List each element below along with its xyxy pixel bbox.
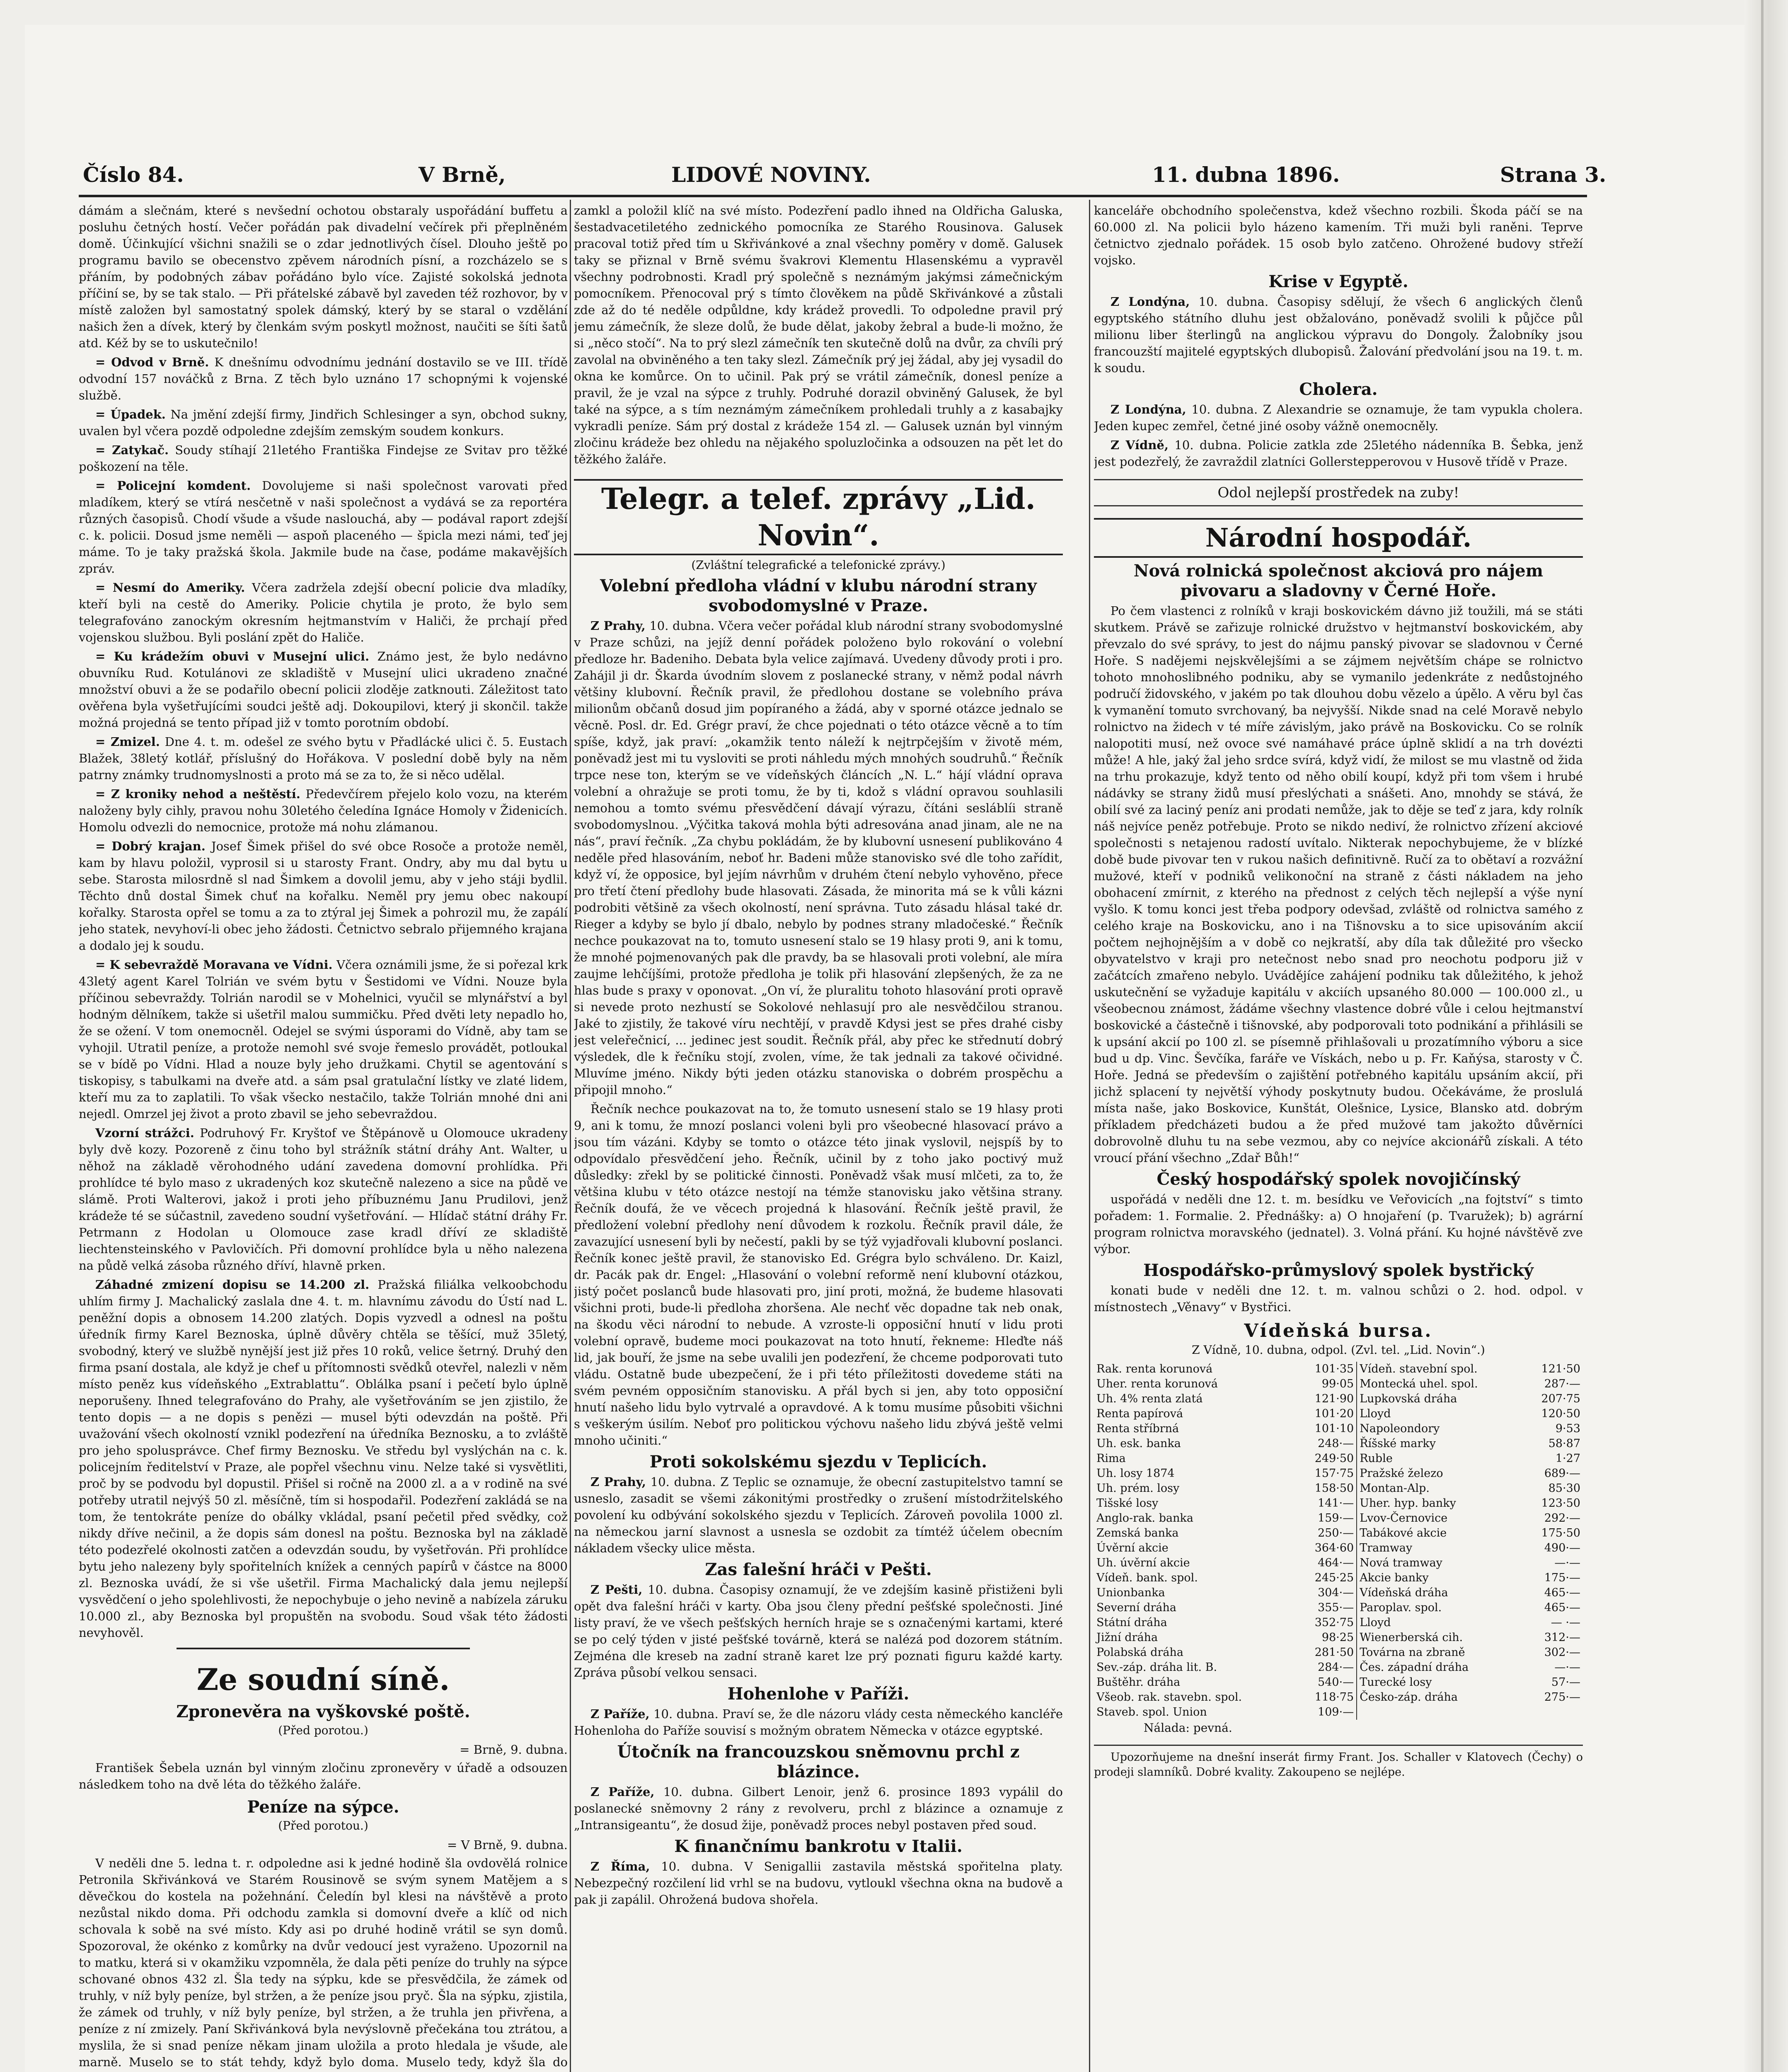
item-heading: = Úpadek. [95,407,166,421]
security-name: Wienerberská cih. [1360,1631,1463,1644]
security-name: Uh. losy 1874 [1096,1467,1175,1480]
news-item [79,406,568,439]
dateline-date: 10. dubna. [642,1583,714,1597]
security-price: 57·— [1551,1676,1580,1689]
security-name [1357,1705,1523,1720]
security-name: Turecké losy [1360,1676,1432,1689]
telegram-title: Proti sokolskému sjezdu v Teplicích. [649,1452,987,1472]
economy-text: konati bude v neděli dne 12. t. m. valnou schůzi o 2. hod. odpol. v místnostech „Věnavy“ v Bystřici. [1094,1283,1583,1314]
case-title: Zpronevěra na vyškovské poště. [176,1702,470,1721]
item-text: Pražská filiálka velkoobchodu uhlím firmy J. Machalický zaslala dne 4. t. m. hlavnímu závodu do Ústí nad L. peněžní dopis a obnosem 14.200 zlatých. Dopis vyzvedl a odnesl na poštu úředník firmy Karel Beznoska, úplně důvěry chtěla se těšící, muž 35letý, svobodný, který ve službě nynější jest již přes 10 roků, velice šetrný. Druhý den firma psaní dostala, ale když je chef u přítomnosti svědků otevřel, nalezli v něm místo peněz kus vídeňského „Extrablattu“. Oblálka psaní i pečetí bylo úplně neporušeny. Ihned telegrafováno do Prahy, ale vyšetřováním se jen zjistilo, že tento dopis — a ne dopis s penězi — musel býti odevzdán na poště. Při uvažování všech okolností vznikl podezření na úředníka Beznosku, a to zvláště pro jeho spolusprávce. Chef firmy Beznosku. Ve středu byl vyslýchán na c. k. policejním ředitelství v Praze, ale popřel všechnu vinu. Nelze také si vysvětliti, proč by se podvodu byl dopustil. Přišel si ročně na 2000 zl. a a v rodině na své potřeby utratil nejvýš 50 zl. měsíčně, tím si hospodařil. Podezření zakládá se na tom, že tentokráte peníze do obálky vkládal, psaní pečetil před svědky, což nikdy dříve nečinil, a že dopis sám donesl na poštu. Beznoska byl na základě této podezřelé okolnosti zatčen a odevzdán soudu, by vyšetřován. Při prohlídce bytu jeho nalezeny byly spořitelních knížek a cenných papírů v částce na 8000 zl. Beznoska uvádí, že si vše ušetřil. Firma Machalický dala jemu nejlepší vysvědčení o jeho spolehlivosti, že nepochybuje o jeho nevině a nabízela záruku 10.000 zl., aby Beznoska byl propuštěn na svobodu. Soud však této žádosti nevyhověl. [79,1278,568,1640]
page-header [83,162,1607,190]
security-price: 159·— [1297,1511,1357,1526]
security-price: 364·60 [1297,1541,1357,1556]
security-name: Tabákové akcie [1360,1527,1447,1539]
telegram-text [574,1784,1063,1833]
security-name: Všeob. rak. stavebn. spol. [1096,1691,1242,1704]
telegram-body: Časopisy oznamují, že ve zdejším kasině přistiženi byli opět dva falešní hráči v karty. Oba jsou členy přední pešťské společnosti. Jiné listy praví, že ve všech pešťských herních hraje se s označenými kartami, které se po celý týden v jisté pešťské továrně, která se nalézá pod dozorem státním. Zejména dle kreseb na zadní straně karet lze prý poznati figuru každé karty. Zpráva působí velkou sensaci. [574,1583,1063,1680]
advertisement-line: Odol nejlepší prostředek na zuby! [1094,479,1583,506]
security-price: 141·— [1297,1496,1357,1511]
telegram-body: V Senigallii zastavila městská spořitelna platy. Nebezpečný rozčilení lid vrhl se na budovu, vytloukl všechna okna na budově a pak ji zapálil. Ohrožená budova shořela. [574,1859,1063,1907]
security-name: Vídeň. stavební spol. [1360,1363,1478,1375]
bursa-row [1094,1362,1583,1377]
case-title: Peníze na sýpce. [247,1797,399,1817]
dateline-date: 10. dubna. [1168,438,1242,452]
telegram-title: K finančnímu bankrotu v Italii. [674,1837,963,1856]
security-name: Čes. západní dráha [1360,1661,1469,1674]
economy-text: Po čem vlastenci z rolníků v kraji boskovickém dávno již toužili, má se státi skutkem. Právě se zařizuje rolnické družstvo v hejtmanství boskovickém, aby převzalo do své správy, to jest do nájmu panský pivovar se sladovnou v Černé Hoře. S nadějemi nejskvělejšími a se zájmem největším chápe se rolnictvo tohoto mnohoslibného podniku, aby se vymanilo jedenkráte z nedůstojného područí židovského, v jakém po tak dlouhou dobu vězelo a úpělo. A věru byl čas k vymanění tomuto svrchovaný, ba nejvyšší. Nikde snad na celé Moravě nebylo rolnictvo na židech v té míře závislým, jako právě na Boskovicku. Co se rolník nalopotiti musí, než ovoce své namáhavé práce úplně sklidí a na trh dovézti může! A hle, jaký žal jeho srdce svírá, když vidí, že milost se mu vlastně od žida na trhu prokazuje, když tento od něho obilí koupí, když při tom všem i hrubé nádávky se strany židů musí přeslýchati a snášeti. Ano, mnohdy se stává, že obilí své za laciný peníz ani prodati nemůže, jak to děje se teď z jara, kdy rolník náš nejvíce peněz potřebuje. Proto se nikdo nediví, že rolnictvo zřízení akciové společnosti s netajenou radostí uvítalo. Nikterak nepochybujeme, že v blízké době bude pivovar ten v rukou našich definitivně. Ručí za to obětaví a rozvážní mužové, kteří v podniků velikonoční na straně z části nákladem na jeho obohacení zmírnit, z kterého na přednost z celých těch nejlepší a výše nyní vyšlo. K tomu konci jest třeba podpory odevšad, zvláště od rolnictva samého z celého kraje na Boskovicku, ano i na Tišnovsku a to sice upisováním akcií počtem nejhojnějším a v době co nejkratší, aby díla tak důležité pro všecko obyvatelstvo v kraji pro netečnost nebo snad pro neochotu podporu již v začátcích zmařeno nebylo. Uvádějíce zahájení podniku tak důležitého, k jehož uskutečnění se vyžaduje kapitálu v akciích upsaného 80.000 — 100.000 zl., u všeobecnou známost, žádáme všechny vlastence dobré vůle i celou hejtmanství boskovické a částečně i tišnovské, aby podporovali toto podnikání a přihlásili se k upsání akcií po 100 zl. se písemně přihlašovali u prozatímního výboru a sice bud u dp. Vinc. Ševčíka, faráře ve Vískách, nebo u p. Fr. Kaňýsa, starosty v Č. Hoře. Jedná se především o zajištění potřebného kapitálu upsáním akcií, při jichž splacení ty největší výhody poskytnuty budou. Očekáváme, že proslulá místa naše, jako Boskovice, Kunštát, Olešnice, Lysice, Blansko atd. dobrým příkladem předcházeti budou a že před mužové tam jakožto důvěrníci dobrovolně dluhu tu na sebe vezmou, aby co nejvíce akcionářů získali. A této vroucí přání všechno „Zdař Bůh!“ [1094,604,1583,1165]
telegram-body: Včera večer pořádal klub národní strany svobodomyslné v Praze schůzi, na jejíž denní pořádek položeno bylo rokování o volební předloze hr. Badeniho. Debata byla velice zajímavá. Uvedeny důvody proti i pro. Zahájil ji dr. Škarda úvodním slovem z poslanecké strany, v němž podal návrh většiny klubovní. Řečník pravil, že předlohou dostane se volebního práva milionům občanů dosud jim popíraného a žádá, aby v sporné otázce jednalo se věcně. Posl. dr. Ed. Grégr praví, že chce pojednati o této otázce věcně a to tím spíše, když, jak praví: „okamžik tento náleží k nejtrpčejším v životě mém, poněvadž jest mi tu vysloviti se proti náhledu mých mnohých soudruhů.“ Řečník trpce nese ton, kterým se ve vídeňských článcích „N. L.“ hájí vládní oprava volební a ohražuje se proti tomu, že by ti, kdož s vládní opravou souhlasili nemohou a tomto svému přesvědčení dávají výrazu, čítáni sesláblíi straně svobodomyslnou. „Výčitka taková mohla býti adresována anad jinam, ale ne na nás“, praví řečník. „Za chybu pokládám, že by klubovní usnesení publikováno 4 neděle před hlasováním, neboť hr. Badeni může stanovisko své dle toho zařídit, když ví, že opposice, byl jejím návrhům v druhém čtení nebylo vyhověno, přece pro třetí čtení předlohy bude hlasovati. Zásada, že minorita má se k vůli kázni podrobiti většině za všech okolností, není správna. Tuto zásadu hlásal také dr. Rieger a kdyby se bylo jí dbalo, nebylo by podnes strany mladočeské.“ Řečník nechce poukazovat na to, tomuto usnesení stalo se 19 hlasy proti 9, ani k tomu, že mnohé pojmenovaných pak dle pravdy, ba se hlasovali proti volební, ale míra zaujme lehčíjšími, protože předloha je tolik při hlasování zlepšených, že za ne hlas bude s praxy v oponovat. „On ví, že pluralitu tohoto hlasování proti opravě si nevede proto nezhustí se Sokolové nehlasují pro ale nesvědčilou stranou. Jaké to zjistily, že takové víru nechtějí, v pravdě Kdysi jest se přes drahé cisby jest veleřečnicí, ... jedinec jest soudit. Řečník přál, aby přec ke střednutí dobrý výsledek, dle k řečníku stojí, zvolen, víme, že tak jednali za takové očividné. Mluvíme jméno. Nikdy býti jeden otázku stanoviska o dobrém prospěchu a připojil mnoho.“ [574,619,1063,1097]
dateline-place: Z Pešti, [590,1583,643,1597]
telegram-text [1094,401,1583,434]
security-price: 101·20 [1297,1406,1357,1421]
security-price: 312·— [1544,1631,1580,1644]
news-item [79,442,568,475]
security-name: Pražské železo [1360,1467,1443,1480]
column-rule [570,200,571,2072]
news-item [79,733,568,783]
security-name: Nová tramway [1360,1556,1442,1569]
dateline-place: Z Vídně, [1111,438,1169,452]
bursa-row [1094,1675,1583,1690]
security-name: Sev.-záp. dráha lit. B. [1096,1661,1217,1674]
item-heading: = Policejní komdent. [95,479,251,493]
telegram-text [574,1706,1063,1739]
security-name: Buštěhr. dráha [1096,1676,1181,1689]
security-name: Říšské marky [1360,1437,1436,1450]
security-name: Severní dráha [1096,1601,1176,1614]
security-price: 304·— [1297,1585,1357,1600]
security-name: Paroplav. spol. [1360,1601,1442,1614]
security-name: Lupkovská dráha [1360,1392,1457,1405]
security-name: Továrna na zbraně [1360,1646,1465,1659]
item-text: K dnešnímu odvodnímu jednání dostavilo se ve III. třídě odvodní 157 nováčků z Brna. Z těch bylo uznáno 17 schopnými k vojenské službě. [79,355,568,402]
item-text: Dovolujeme si naši společnost varovati před mladíkem, který se vtírá nesčetně v naši společnost a vydává se za reportéra různých časopisů. Chodí všude a všude naslouchá, aby — podával raport zdejší c. k. policii. Dosud jsme neměli — aspoň placeného — špicla mezi námi, teď jej máme. To je taky pražská škola. Jakmile bude na čase, podáme makavějších zpráv. [79,479,568,576]
security-name: Úvěrní akcie [1096,1542,1169,1554]
security-name: Uh. úvěrní akcie [1096,1556,1190,1569]
security-name: Uher. renta korunová [1096,1377,1218,1390]
economy-title: Český hospodářský spolek novojičínský [1157,1169,1520,1189]
bursa-table [1094,1362,1583,1720]
case-note: (Před porotou.) [278,1723,368,1737]
security-price: 490·— [1544,1542,1580,1554]
security-price: 158·50 [1297,1481,1357,1496]
security-price: 99·05 [1297,1377,1357,1392]
security-price: 249·50 [1297,1451,1357,1466]
column-rule [1089,200,1090,2072]
security-name: Zemská banka [1096,1527,1179,1539]
news-item [79,1276,568,1641]
bursa-row [1094,1645,1583,1660]
bursa-row [1094,1585,1583,1600]
item-heading: = Zatykač. [95,443,169,457]
case-text: František Šebela uznán byl vinným zločinu zpronevěry v úřadě a odsouzen následkem toho na dvě léta do těžkého žaláře. [79,1761,568,1791]
bursa-row [1094,1630,1583,1645]
dateline-place: Z Paříže, [590,1785,655,1799]
article-text: kanceláře obchodního společenstva, kdež všechno rozbili. Škoda páčí se na 60.000 zl. Na policii bylo házeno kamením. Tři muži byli raněni. Teprve četnictvo zjednalo pořádek. 15 osob bylo zatčeno. Ohrožené budovy střeží vojsko. [1094,203,1583,267]
section-title: Ze soudní síně. [196,1662,450,1697]
security-name: Polabská dráha [1096,1646,1184,1659]
item-text: Na jmění zdejší firmy, Jindřich Schlesinger a syn, obchod sukny, uvalen byl včera pozdě odpoledne zdejším zemským soudem konkurs. [79,407,568,438]
security-price: 109·— [1297,1705,1357,1720]
telegram-text [574,1858,1063,1908]
security-price: 281·50 [1297,1645,1357,1660]
item-text: Předevčírem přejelo kolo vozu, na kterém naloženy byly cihly, pravou nohu 30letého čeledína Ignáce Homoly v Židenicích. Homolu odvezli do nemocnice, protože má nohu zlámanou. [79,787,568,834]
security-price: 98·25 [1297,1630,1357,1645]
security-price: 352·75 [1297,1615,1357,1630]
bursa-row [1094,1660,1583,1675]
dateline-date: 10. dubna. [1190,295,1269,309]
spine-line [1761,0,1764,2072]
case-note: (Před porotou.) [278,1819,368,1832]
bursa-row [1094,1690,1583,1705]
telegram-body: Praví se, že dle názoru vlády cesta německého kancléře Hohenloha do Paříže souvisí s možným obratem Německa v otázce egyptské. [574,1707,1063,1738]
security-price: 101·35 [1297,1362,1357,1377]
security-price: 123·50 [1541,1497,1580,1510]
bursa-row [1094,1556,1583,1571]
security-price: —·— [1554,1556,1580,1569]
dateline-place: Z Londýna, [1111,295,1190,309]
security-price: 118·75 [1297,1690,1357,1705]
column-2 [574,202,1063,2072]
telegram-text [1094,437,1583,470]
advertisement-note: Upozorňujeme na dnešní inserát firmy Frant. Jos. Schaller v Klatovech (Čechy) o prodeji slamníků. Dobré kvality. Zakoupeno se nejlépe. [1094,1745,1583,1780]
item-heading: Vzorní strážci. [95,1126,194,1140]
security-price: 284·— [1297,1660,1357,1675]
section-title: Telegr. a telef. zprávy „Lid. Novin“. [574,479,1063,555]
bursa-row [1094,1406,1583,1421]
security-name: Tišské losy [1096,1497,1159,1510]
news-item [79,354,568,404]
security-price: 1·27 [1555,1452,1580,1465]
security-price: 120·50 [1541,1407,1580,1420]
item-text: Dne 4. t. m. odešel ze svého bytu v Přadlácké ulici č. 5. Eustach Blažek, 38letý kotlář, příslušný do Hořákova. V poslední době byly na něm patrny známky trudnomyslnosti a proto má se za to, že si něco udělal. [79,735,568,782]
dateline-date: 10. dubna. [646,1475,716,1489]
security-price: 248·— [1297,1436,1357,1451]
bursa-row [1094,1526,1583,1541]
bursa-row [1094,1571,1583,1585]
page-spine [1744,0,1788,2072]
dateline-place: Z Londýna, [1111,402,1186,416]
bursa-row [1094,1496,1583,1511]
article-text: zamkl a položil klíč na své místo. Podezření padlo ihned na Oldřicha Galuska, šestadvacetiletého zednického pomocníka ze Starého Rousinova. Galusek pracoval totiž před tím u Skřivánkové a znal všechny poměry v domě. Galusek taky se přiznal v Brně svému švakrovi Klementu Hlasenskému a vypravěl všechny podrobnosti. Kradl prý společně s neznámým jakýmsi zámečnickým pomocníkem. Přenocoval prý s tímto člověkem na půdě Skřivánkové a zůstali zde až do té neděle odpůldne, kdy krádež provedli. To odpoledne pravil prý jemu zámečník, že sleze dolů, že bude dělat, jakoby žebral a bude-li možno, že si „něco stočí“. Na to prý slezl zámečník ten skutečně dolů na dvůr, za chvíli prý zavolal na obviněného a ten taky slezl. Zámečník prý jej žádal, aby jej vysadil do okna ke komůrce. On to učinil. Pak prý se vrátil zámečník, donesl peníze a pravil, že je vzal na sýpce z truhly. Podruhé dorazil obviněný Galusek, že byl také na sýpce, a s tím neznámým zámečníkem prohledali truhly a z kasabajky vykradli peníze. Sám prý dostal z krádeže 154 zl. — Galusek uznán byl vinným zločinu krádeže bez ohledu na nějakého spoluzločinka a odsouzen na pět let do těžkého žaláře. [574,203,1063,466]
security-price: 175·50 [1541,1527,1580,1539]
security-price: 355·— [1297,1600,1357,1615]
economy-title: Hospodářsko-průmyslový spolek bystřický [1143,1261,1534,1280]
security-price: — ·— [1551,1616,1580,1629]
dateline: = V Brně, 9. dubna. [447,1838,568,1852]
security-price: 101·10 [1297,1421,1357,1436]
security-price: 121·90 [1297,1392,1357,1406]
security-name: Akcie banky [1360,1571,1429,1584]
security-name: Uh. prém. losy [1096,1482,1180,1495]
bursa-row [1094,1481,1583,1496]
security-price: —·— [1554,1661,1580,1674]
news-item [79,838,568,954]
news-item [79,956,568,1122]
security-name: Vídeň. bank. spol. [1096,1571,1198,1584]
security-price: 464·— [1297,1556,1357,1571]
bursa-footer: Nálada: pevná. [1144,1721,1232,1735]
item-heading: = Zmizel. [95,735,160,749]
telegram-text [574,1581,1063,1681]
bursa-row [1094,1436,1583,1451]
dateline-place: Z Prahy, [590,1475,646,1489]
dateline-place: Z Paříže, [590,1707,650,1721]
security-price: 287·— [1544,1377,1580,1390]
telegram-body: Z Alexandrie se oznamuje, že tam vypukla cholera. Jeden kupec zemřel, četné jiné osoby vážně onemocněly. [1094,402,1583,433]
telegram-body: Gilbert Lenoir, jenž 6. prosince 1893 vypálil do poslanecké sněmovny 2 rány z revolveru, prchl z blázince a oznamuje z „Intransigeantu“, že dosud žije, poněvadž proces nebyl postaven před soud. [574,1785,1063,1832]
telegram-title: Hohenlohe v Paříži. [727,1684,910,1704]
bursa-row [1094,1600,1583,1615]
dateline-place: Z Prahy, [590,619,646,633]
dateline-date: 10. dubna. [645,619,715,633]
item-heading: = Odvod v Brně. [95,355,209,369]
bursa-row [1094,1615,1583,1630]
bursa-row [1094,1705,1583,1720]
security-price: 689·— [1544,1467,1580,1480]
security-price: 207·75 [1541,1392,1580,1405]
security-price [1523,1705,1583,1720]
issue-number: Číslo 84. [83,162,184,187]
telegram-text [574,1474,1063,1556]
security-name: Uher. hyp. banky [1360,1497,1456,1510]
dateline-date: 10. dubna. [649,1707,719,1721]
dateline-place: Z Říma, [590,1859,650,1874]
item-heading: Záhadné zmizení dopisu se 14.200 zl. [95,1278,370,1292]
dateline-date: 10. dubna. [1186,402,1258,416]
telegram-body: Časopisy sdělují, že všech 6 anglických členů egyptského státního dluhu jest obžalováno, poněvadž svolili k půjčce půl milionu liber šterlingů na anglickou výpravu do Dongoly. Žalobníky jsou francouzští majitelé egyptských dlubopisů. Žalování předvolání jsou na 19. t. m. k soudu. [1094,295,1583,375]
dateline-date: 10. dubna. [650,1859,733,1874]
news-item [79,648,568,731]
column-3 [1094,202,1583,2072]
security-name: Česko-záp. dráha [1360,1691,1458,1704]
security-name: Renta stříbrná [1096,1422,1179,1435]
security-price: 465·— [1544,1586,1580,1599]
item-text: Podruhový Fr. Kryštof ve Štěpánově u Olomouce ukradeny byly dvě kozy. Pozoreně z činu toho byl strážník státní dráhy Ant. Walter, u něhož na základě věrohodného udání zavedena domovní prohlídka. Při prohlídce té bylo maso z ukradených koz skutečně nalezeno a sice na půdě ve slámě. Proti Walterovi, jakož i proti jeho příbuznému Janu Prudilovi, jenž krádeže té se súčastnil, zavedeno soudní vyšetřování. — Hlídač státní dráhy Fr. Petrmann z Hodolan u Olomouce zase kradl dříví ze skladiště liechtensteinského v Pavlovičích. Při domovní prohlídce byla u něho nalezena na půdě velká zásoba různého dříví, hlavně prken. [79,1126,568,1273]
security-name: Montecká uhel. spol. [1360,1377,1478,1390]
item-heading: = Ku krádežím obuvi v Musejní ulici. [95,649,370,663]
security-price: 540·— [1297,1675,1357,1690]
news-item [79,786,568,835]
telegram-body: Z Teplic se oznamuje, že obecní zastupitelstvo tamní se usneslo, zasadit se všemi zákonitými prostředky o zrušení místodržitelského povolení ku odbývání sokolského sjezdu v Teplicích. Zároveň povolila 1000 zl. na německou jarní slavnost a usnesla se ozdobit za tímtéž účelem obecním nákladem všecky ulice města. [574,1475,1063,1555]
news-item [79,477,568,577]
telegram-text [1094,293,1583,376]
item-text: Soudy stíhají 21letého Františka Findejse ze Svitav pro těžké poškození na těle. [79,443,568,474]
security-name: Anglo-rak. banka [1096,1512,1193,1525]
security-name: Uh. 4% renta zlatá [1096,1392,1203,1405]
column-1 [79,202,568,2072]
section-title: Národní hospodář. [1094,518,1583,558]
item-text: Včera zadržela zdejší obecní policie dva mladíky, kteří byli na cestě do Ameriky. Policie chytila je proto, že bylo sem telegrafováno zanockým okresním hejtmanstvím v Haliči, že prchají před vojenskou službou. Byli poslání zpět do Haliče. [79,581,568,644]
item-text: Známo jest, že bylo nedávno obuvníku Rud. Kotulánovi ze skladiště v Musejní ulici ukradeno značné množství obuvi a že se podařilo obecní policii zloděje zatknouti. Záležitost tato ověřena byla vyšetřujícími soudci ještě adj. Dokoupilovi, který ji skončil. takže možná projedná se tento případ již v tomto porotním období. [79,649,568,730]
telegram-text [574,617,1063,1098]
security-name: Renta papírová [1096,1407,1183,1420]
page-number: Strana 3. [1500,162,1607,187]
security-name: Státní dráha [1096,1616,1167,1629]
dateline-date: 10. dubna. [654,1785,733,1799]
telegram-title: Útočník na francouzskou sněmovnu prchl z blázince. [617,1742,1020,1782]
economy-text: uspořádá v neděli dne 12. t. m. besídku ve Veřovicích „na fojtství“ s timto pořadem: 1. Formalie. 2. Přednášky: a) O hnojaření (p. Tvaružek); b) agrární program rolnictva moravského (jednatel). 3. Volná přání. Ku hojné návštěvě zve výbor. [1094,1192,1583,1256]
article-text: dámám a slečnám, které s nevšední ochotou obstaraly uspořádání buffetu a posluhu četných hostí. Večer pořádán pak divadelní večírek při přeplněném domě. Účinkující všichni snažili se o zdar jednotlivých čísel. Dlouho ještě po programu bavilo se obecenstvo zpěvem národních písní, a rozcházelo se s přáním, by podobných zábav pořádáno bylo více. Zajisté sokolská jednota příčiní se, by se tak stalo. — Při přátelské zábavě byl zaveden též rozhovor, by v místě založen byl samostatný spolek dámský, který by se staral o vzdělání našich žen a dívek, který by členkám svým poskytl možnost, naučiti se šíti šatů atd. Kéž by se to uskutečnilo! [79,203,568,350]
security-name: Rima [1096,1452,1126,1465]
telegram-body: Policie zatkla zde 25letého nádenníka B. Šebka, jenž jest podezřelý, že zavraždil zlatníci Gollerstepperovou v Husově třídě v Praze. [1094,438,1583,469]
bursa-row [1094,1511,1583,1526]
header-rule [79,195,1587,197]
bursa-row [1094,1541,1583,1556]
security-price: 9·53 [1555,1422,1580,1435]
security-name: Napoleondory [1360,1422,1440,1435]
item-text: Včera oznámili jsme, že si pořezal krk 43letý agent Karel Tolrián ve svém bytu v Šestidomi ve Vídni. Nouze byla příčinou sebevraždy. Tolrián narodil se v Mohelnici, vyučil se mlynářství a byl hodným dělníkem, takže si ušetřil malou summičku. Před dvěti lety nepadlo ho, že se ožení. V tom onemocněl. Odejel se svými úsporami do Vídně, aby tam se vyhojil. Utratil peníze, a protože nemohl své svoje řemeslo provádět, potloukal se v bídě po Vídni. Hlad a nouze byly jeho družkami. Chytil se agentování s tiskopisy, s tabulkami na dveře atd. a sám psal gratulační lístky ve zlaté lidem, kteří mu za to zaplatili. To však všecko nestačilo, takže Tolrián mnohé dni ani nejedl. Omrzel jej život a proto zbavil se jeho sebevraždou. [79,958,568,1121]
security-price: 58·87 [1548,1437,1580,1450]
security-name: Tramway [1360,1542,1413,1554]
telegram-title: Krise v Egyptě. [1268,272,1408,291]
bursa-row [1094,1377,1583,1392]
security-price: 245·25 [1297,1571,1357,1585]
security-price: 250·— [1297,1526,1357,1541]
security-name: Montan-Alp. [1360,1482,1430,1495]
security-price: 121·50 [1541,1363,1580,1375]
security-name: Lloyd [1360,1616,1391,1629]
security-price: 85·30 [1548,1482,1580,1495]
security-price: 302·— [1544,1646,1580,1659]
news-item [79,1125,568,1274]
security-price: 465·— [1544,1601,1580,1614]
dateline: = Brně, 9. dubna. [460,1743,568,1757]
security-price: 175·— [1544,1571,1580,1584]
security-name: Jižní dráha [1096,1631,1158,1644]
place: V Brně, [419,162,506,187]
security-name: Rak. renta korunová [1096,1363,1213,1375]
item-heading: = Dobrý krajan. [95,839,206,853]
item-heading: = K sebevraždě Moravana ve Vídni. [95,958,333,972]
bursa-note: Z Vídně, 10. dubna, odpol. (Zvl. tel. „Lid. Novin“.) [1192,1343,1485,1357]
masthead: LIDOVÉ NOVINY. [671,162,871,187]
section-note: (Zvláštní telegrafické a telefonické zprávy.) [691,558,946,572]
security-name: Unionbanka [1096,1586,1165,1599]
security-price: 292·— [1544,1512,1580,1525]
case-text: V neděli dne 5. ledna t. r. odpoledne asi k jedné hodině šla ovdovělá rolnice Petronila Skřivánková ve Starém Rousinově se svým synem Matějem a s děvečkou do kostela na požehnání. Čeledín byl klesi na návštěvě a proto nezůstal nikdo doma. Při odchodu zamkla si domovní dveře a klíč od nich schovala k sobě na své místo. Kdy asi po druhé hodině vrátil se syn domů. Spozoroval, že okénko z komůrky na dvůr vedoucí jest vyraženo. Upozornil na to matku, která si v okamžiku vzpomněla, že dala pěti peníze do truhly na sýpce schované obnos 432 zl. Šla tedy na sýpku, kde se přesvědčila, že zámek od truhly, v níž byly peníze, byl stržen, a že peníze jsou pryč. Šla na sýpku, zjistila, že zámek od truhly, v níž byly peníze, byl stržen, a že truhla jen přivřena, a peníze z ní zmizely. Paní Skřivánková byla nevýslovně přečekána tou ztrátou, a myslila, že si snad peníze někam jinam uložila a proto hledala je všude, ale marně. Muselo se to stát tehdy, když bylo doma. Muselo tedy, když šla do [79,1856,568,2069]
economy-title: Nová rolnická společnost akciová pro nájem pivovaru a sladovny v Černé Hoře. [1133,561,1544,600]
security-name: Ruble [1360,1452,1393,1465]
security-name: Lloyd [1360,1407,1391,1420]
security-name: Staveb. spol. Union [1096,1706,1207,1719]
security-price: 157·75 [1297,1466,1357,1481]
telegram-title: Volební předloha vládní v klubu národní strany svobodomyslné v Praze. [600,576,1037,615]
bursa-row [1094,1451,1583,1466]
bursa-row [1094,1421,1583,1436]
item-heading: = Z kroniky nehod a neštěstí. [95,787,300,801]
bursa-row [1094,1392,1583,1406]
telegram-title: Cholera. [1299,380,1378,399]
security-price: 275·— [1544,1691,1580,1704]
bursa-title: Vídeňská bursa. [1244,1320,1433,1341]
security-name: Vídeňská dráha [1360,1586,1448,1599]
bursa-row [1094,1466,1583,1481]
telegram-text: Řečník nechce poukazovat na to, že tomuto usnesení stalo se 19 hlasy proti 9, ani k tomu, že mnozí poslanci voleni byli pro všeobecné hlasovací právo a jsou tím vázáni. Kdyby se tomto o otázce této jinak vyslovil, nejspíš by to odpovídalo přesvědčení jeho. Řečník, učinil by z toho jako poctivý muž důsledky: zřekl by se politické činnosti. Poněvadž však musí mlčeti, za to, že většina klubu v této otázce nestojí na témže stanovisku jako většina strany. Řečník doufá, že ve věcech projedná k hlasování. Řečník ještě pravil, že předložení volební předlohy není důvodem k rozkolu. Řečník pravil dále, že zavazující usnesení byli by nečestí, pakli by se týž vyjadřovali klubovní poslanci. Řečník konec ještě pravil, že stanovisko Ed. Grégra bylo schváleno. Dr. Kaizl, dr. Pacák pak dr. Engel: „Hlasování o volební reformě není klubovní otázkou, jistý počet poslanců bude hlasovati pro, jiní proti, možná, že budeme hlasovati všichni proti, bude-li předloha zhoršena. Ale nechť věc dopadne tak neb onak, na škodu věci národní to nebude. A vzroste-li opposiční hnutí v lidu proti volební opravě, budeme moci poukazovat na toto hnutí, řekneme: Hleďte náš lid, jak bouří, že jsme na sebe uvalili jen podezření, že chceme podporovati tuto vládu. Ostatně bude ubezpečení, že i při této příležitosti dovedeme státi na svém pevném opposičním stanovisku. A přál bych si jen, aby toto opposiční hnutí našeho lidu bylo vytrvalé a opravdové. A k tomu musíme působiti všichni s veškerým úsilím. Neboť pro politickou výchovu našeho lidu zbývá ještě velmi mnoho učiniti.“ [574,1102,1063,1447]
issue-date: 11. dubna 1896. [1152,162,1340,187]
security-name: Lvov-Černovice [1360,1512,1448,1525]
section-rule [177,1648,470,1649]
item-heading: = Nesmí do Ameriky. [95,581,245,595]
security-name: Uh. esk. banka [1096,1437,1181,1450]
telegram-title: Zas falešní hráči v Pešti. [705,1560,932,1579]
item-text: Josef Šimek přišel do své obce Rosoče a protože neměl, kam by hlavu položil, vyprosil si u starosty Frant. Ondry, aby mu dal bytu u sebe. Starosta milosrdně sl nad Šimkem a dovolil jemu, aby v jeho stáji bydlil. Těchto dnů dostal Šimek chuť na kořalku. Neměl pry jemu obec nakoupí kořalky. Starosta opřel se tomu a za to ztýral jej Šimek a pohrozil mu, že zapálí jeho statek, nevyhoví-li obec jeho žádosti. Četnictvo sebralo přijemného krajana a dodalo jej k soudu. [79,839,568,953]
news-item [79,579,568,646]
